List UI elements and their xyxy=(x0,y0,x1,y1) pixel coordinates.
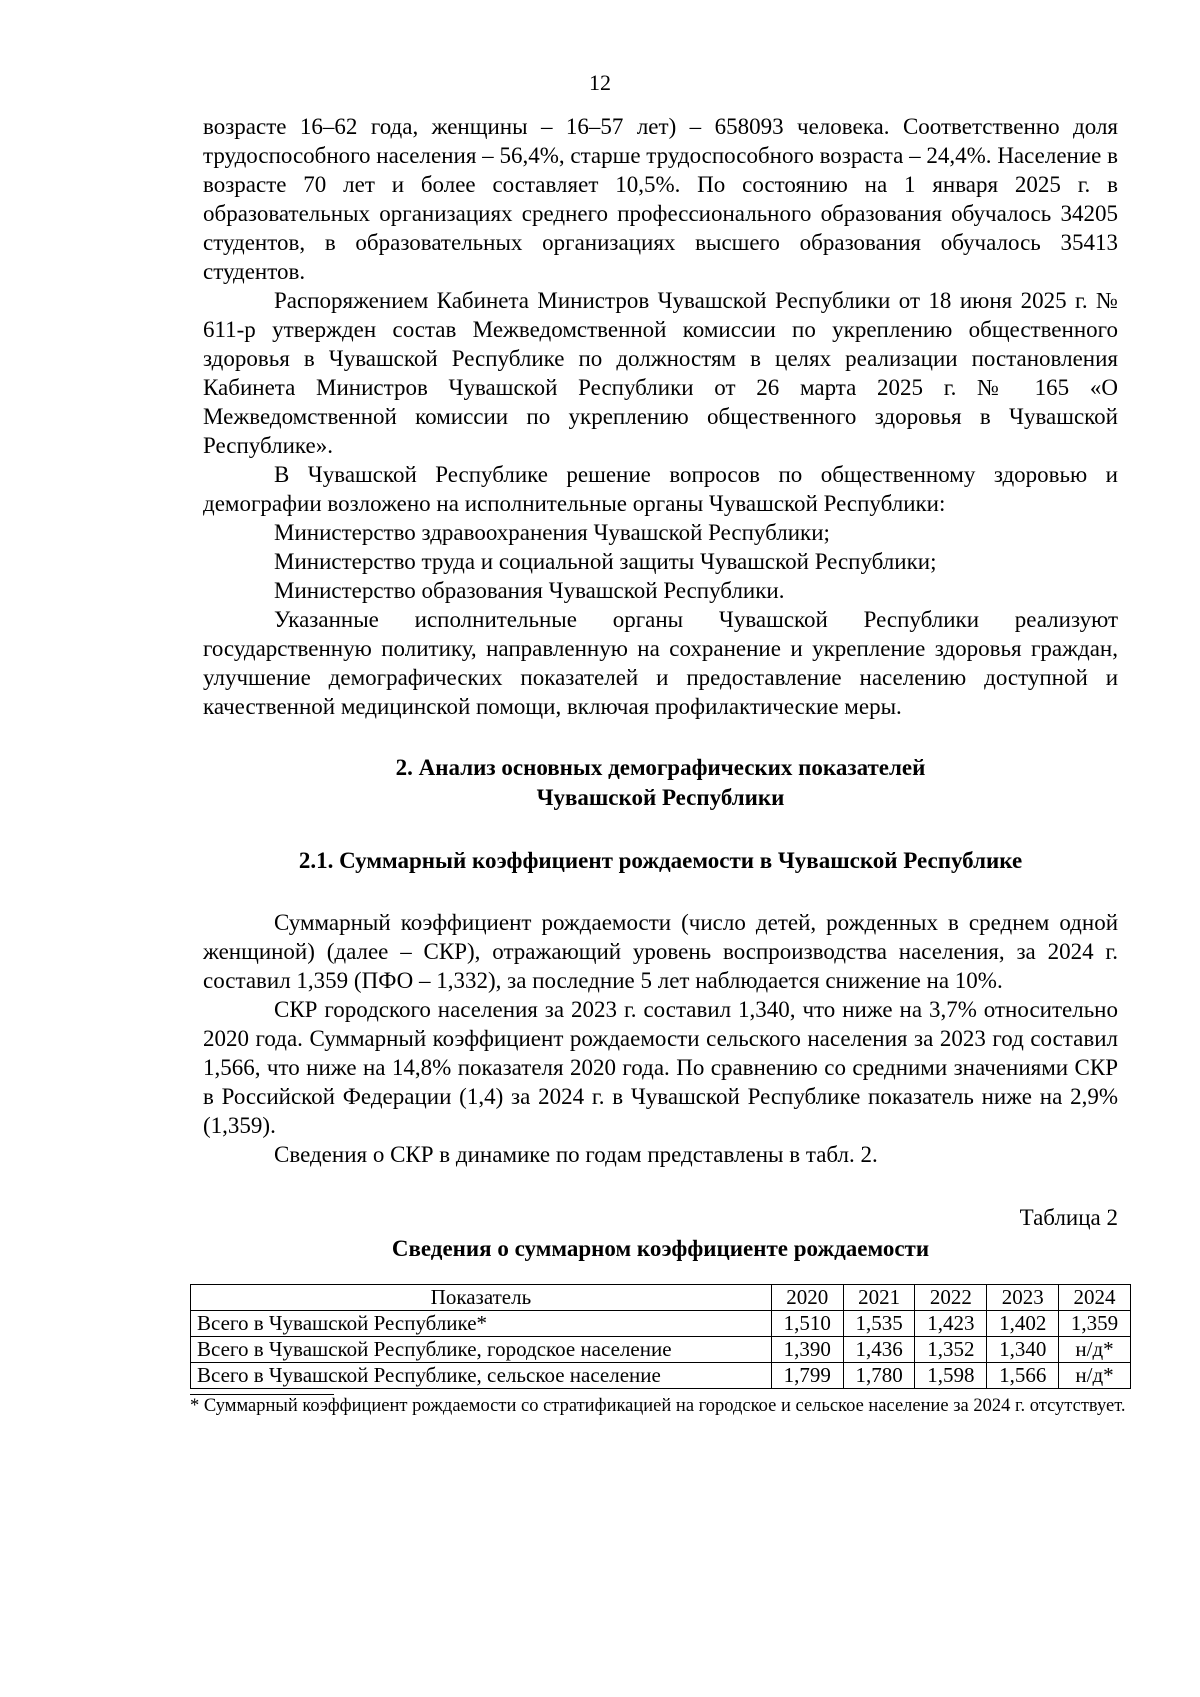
cell-value: 1,436 xyxy=(843,1337,915,1363)
paragraph-tfr-total: Суммарный коэффициент рождаемости (число детей, рожденных в среднем одной женщиной) (далее – СКР), отражающий уровень воспроизводства населения, за 2024 г. составил 1,359 (ПФО – 1,332), за последние 5 лет наблюдается снижение на 10%. xyxy=(203,910,1118,993)
cell-value: 1,359 xyxy=(1059,1311,1131,1337)
cell-value: н/д* xyxy=(1059,1337,1131,1363)
paragraph-table-reference: Сведения о СКР в динамике по годам представлены в табл. 2. xyxy=(274,1142,878,1167)
row-name: Всего в Чувашской Республике* xyxy=(191,1311,772,1337)
section-heading-line1: 2. Анализ основных демографических показателей xyxy=(395,755,926,780)
paragraph-continued: возрасте 16–62 года, женщины – 16–57 лет) – 658093 человека. Соответственно доля трудоспособного населения – 56,4%, старше трудоспособного возраста – 24,4%. Население в возрасте 70 лет и более составляет 10,5%. По состоянию на 1 января 2025 г. в образовательных организациях среднего профессионального образования обучалось 34205 студентов, в образовательных организациях высшего образования обучалось 35413 студентов. xyxy=(203,114,1118,284)
subsection-heading: 2.1. Суммарный коэффициент рождаемости в Чувашской Республике xyxy=(298,848,1023,873)
cell-value: 1,598 xyxy=(915,1363,987,1389)
cell-value: 1,352 xyxy=(915,1337,987,1363)
list-item-ministry-education: Министерство образования Чувашской Республики. xyxy=(274,578,785,603)
table-row xyxy=(191,1337,1131,1363)
cell-value: 1,390 xyxy=(771,1337,843,1363)
cell-value: 1,535 xyxy=(843,1311,915,1337)
header-year: 2021 xyxy=(843,1285,915,1311)
header-year: 2022 xyxy=(915,1285,987,1311)
footnote: * Суммарный коэффициент рождаемости со стратификацией на городское и сельское население за 2024 г. отсутствует. xyxy=(190,1396,1126,1416)
cell-value: 1,340 xyxy=(987,1337,1059,1363)
list-item-ministry-labour: Министерство труда и социальной защиты Чувашской Республики; xyxy=(274,549,937,574)
paragraph-tfr-urban-rural: СКР городского населения за 2023 г. составил 1,340, что ниже на 3,7% относительно 2020 года. Суммарный коэффициент рождаемости сельского населения за 2023 год составил 1,566, что ниже на 14,8% показателя 2020 года. По сравнению со средними значениями СКР в Российской Федерации (1,4) за 2024 г. в Чувашской Республике показатель ниже на 2,9% (1,359). xyxy=(203,997,1118,1138)
row-name: Всего в Чувашской Республике, городское население xyxy=(191,1337,772,1363)
cell-value: н/д* xyxy=(1059,1363,1131,1389)
page-number: 12 xyxy=(589,70,611,95)
row-name: Всего в Чувашской Республике, сельское население xyxy=(191,1363,772,1389)
table-row xyxy=(191,1311,1131,1337)
paragraph-decree: Распоряжением Кабинета Министров Чувашской Республики от 18 июня 2025 г. № 611-р утвержден состав Межведомственной комиссии по укреплению общественного здоровья в Чувашской Республике по должностям в целях реализации постановления Кабинета Министров Чувашской Республики от 26 марта 2025 г. № 165 «О Межведомственной комиссии по укреплению общественного здоровья в Чувашской Республике». xyxy=(203,288,1118,458)
paragraph-responsibility: В Чувашской Республике решение вопросов по общественному здоровью и демографии возложено на исполнительные органы Чувашской Республики: xyxy=(203,462,1118,516)
header-year: 2023 xyxy=(987,1285,1059,1311)
cell-value: 1,510 xyxy=(771,1311,843,1337)
table-row xyxy=(191,1363,1131,1389)
cell-value: 1,566 xyxy=(987,1363,1059,1389)
cell-value: 1,780 xyxy=(843,1363,915,1389)
document-body xyxy=(190,112,1126,1418)
tfr-table xyxy=(190,1284,1131,1389)
header-indicator: Показатель xyxy=(191,1285,772,1311)
table-label: Таблица 2 xyxy=(1019,1205,1118,1230)
cell-value: 1,423 xyxy=(915,1311,987,1337)
list-item-ministry-health: Министерство здравоохранения Чувашской Республики; xyxy=(274,520,830,545)
table-title: Сведения о суммарном коэффициенте рождаемости xyxy=(391,1236,930,1261)
section-heading-line2: Чувашской Республики xyxy=(536,785,785,810)
table-header-row xyxy=(191,1285,1131,1311)
cell-value: 1,402 xyxy=(987,1311,1059,1337)
cell-value: 1,799 xyxy=(771,1363,843,1389)
header-year: 2020 xyxy=(771,1285,843,1311)
section-heading xyxy=(203,753,1118,813)
header-year: 2024 xyxy=(1059,1285,1131,1311)
paragraph-policy: Указанные исполнительные органы Чувашской Республики реализуют государственную политику, направленную на сохранение и укрепление здоровья граждан, улучшение демографических показателей и предоставление населению доступной и качественной медицинской помощи, включая профилактические меры. xyxy=(203,607,1118,719)
